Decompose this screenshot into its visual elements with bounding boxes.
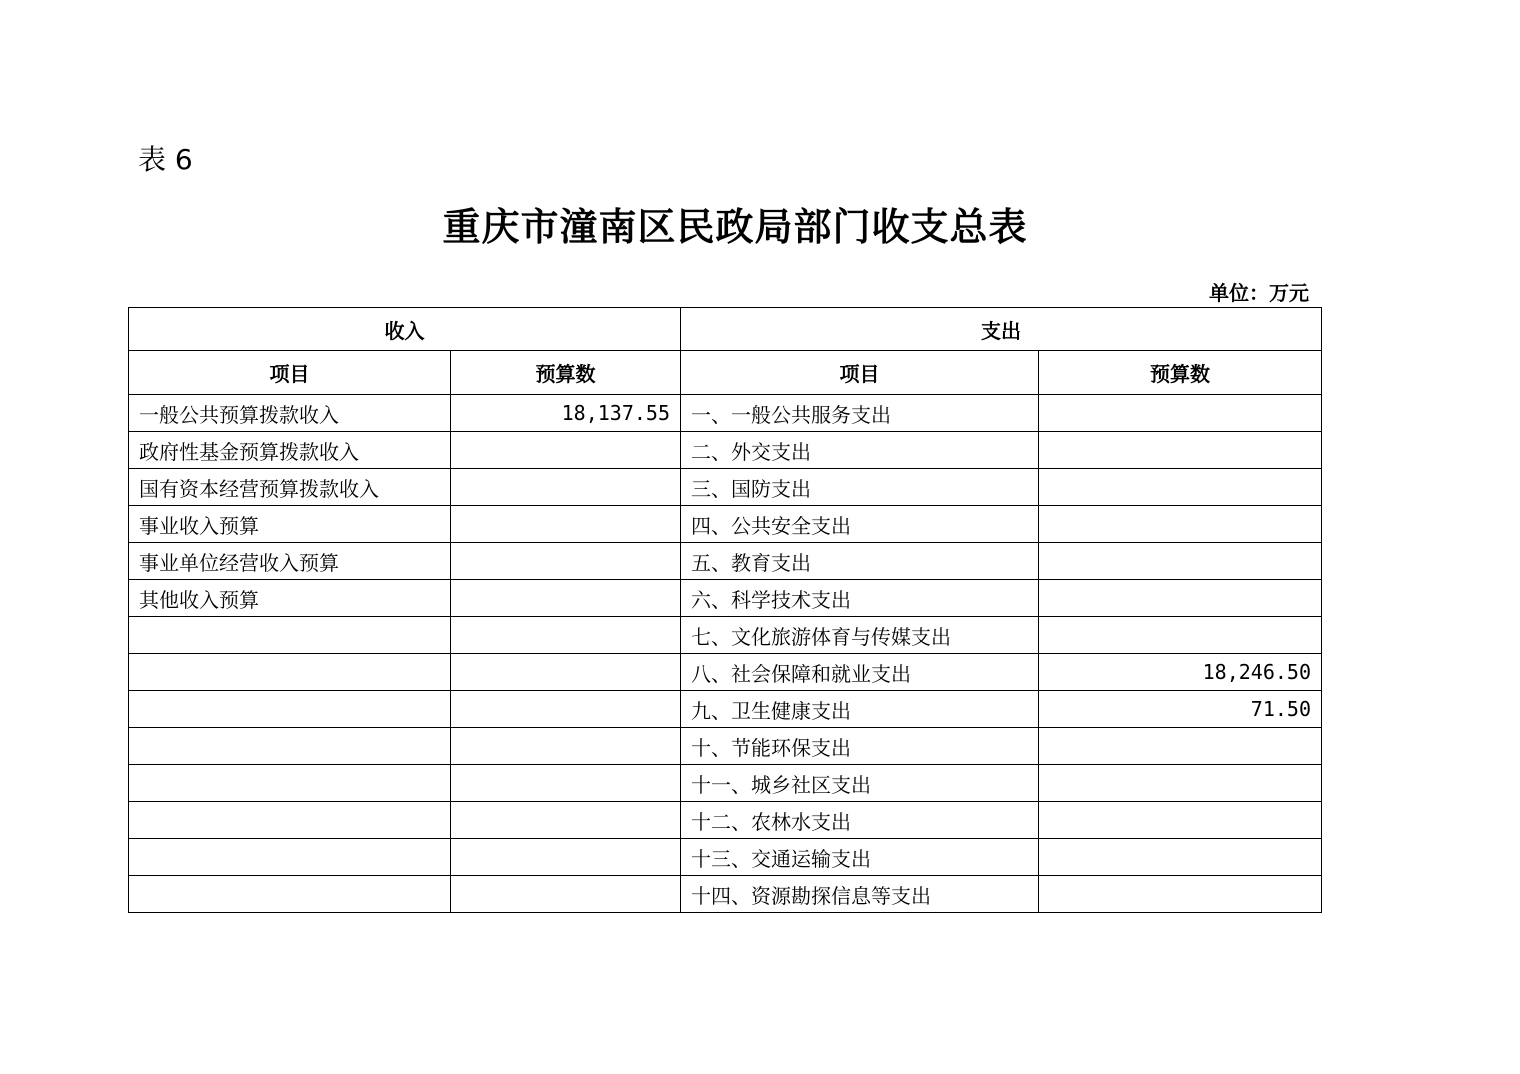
income-amount-cell [451, 617, 681, 654]
group-header-row [129, 308, 1322, 351]
table-row [129, 617, 1322, 654]
table-row [129, 395, 1322, 432]
table-row [129, 506, 1322, 543]
income-amount-cell [451, 802, 681, 839]
income-item-cell [129, 839, 451, 876]
expense-amount-cell [1039, 617, 1322, 654]
income-amount-cell [451, 728, 681, 765]
table-row [129, 728, 1322, 765]
income-item-cell: 事业收入预算 [129, 506, 451, 543]
table-row [129, 469, 1322, 506]
income-amount-cell [451, 765, 681, 802]
income-item-header: 项目 [129, 351, 451, 395]
income-item-cell: 政府性基金预算拨款收入 [129, 432, 451, 469]
expense-amount-cell [1039, 728, 1322, 765]
budget-table [128, 307, 1322, 913]
income-amount-cell: 18,137.55 [451, 395, 681, 432]
income-amount-header: 预算数 [451, 351, 681, 395]
expense-amount-cell [1039, 876, 1322, 913]
income-item-cell [129, 765, 451, 802]
expense-amount-cell [1039, 395, 1322, 432]
expense-item-cell: 八、社会保障和就业支出 [681, 654, 1039, 691]
expense-item-cell: 七、文化旅游体育与传媒支出 [681, 617, 1039, 654]
income-item-cell [129, 654, 451, 691]
expense-amount-cell: 71.50 [1039, 691, 1322, 728]
expense-amount-cell [1039, 506, 1322, 543]
expense-item-cell: 十、节能环保支出 [681, 728, 1039, 765]
expense-item-cell: 十四、资源勘探信息等支出 [681, 876, 1039, 913]
table-row [129, 543, 1322, 580]
income-amount-cell [451, 691, 681, 728]
expense-item-cell: 四、公共安全支出 [681, 506, 1039, 543]
income-item-cell [129, 876, 451, 913]
table-number: 表 6 [138, 143, 193, 176]
expense-item-cell: 二、外交支出 [681, 432, 1039, 469]
income-amount-cell [451, 839, 681, 876]
table-row [129, 691, 1322, 728]
expense-amount-cell [1039, 469, 1322, 506]
expense-amount-cell [1039, 802, 1322, 839]
table-row [129, 580, 1322, 617]
expense-item-cell: 六、科学技术支出 [681, 580, 1039, 617]
expense-item-cell: 五、教育支出 [681, 543, 1039, 580]
expense-amount-cell [1039, 432, 1322, 469]
column-header-row [129, 351, 1322, 395]
expense-item-cell: 十二、农林水支出 [681, 802, 1039, 839]
income-amount-cell [451, 876, 681, 913]
income-group-header: 收入 [129, 308, 681, 351]
table-row [129, 654, 1322, 691]
income-item-cell: 事业单位经营收入预算 [129, 543, 451, 580]
income-item-cell: 国有资本经营预算拨款收入 [129, 469, 451, 506]
income-item-cell: 一般公共预算拨款收入 [129, 395, 451, 432]
expense-amount-cell: 18,246.50 [1039, 654, 1322, 691]
unit-label: 单位：万元 [1209, 281, 1309, 305]
expense-amount-cell [1039, 580, 1322, 617]
income-amount-cell [451, 580, 681, 617]
table-row [129, 802, 1322, 839]
table-row [129, 876, 1322, 913]
income-amount-cell [451, 432, 681, 469]
income-item-cell [129, 691, 451, 728]
table-row [129, 765, 1322, 802]
expense-amount-cell [1039, 543, 1322, 580]
expense-item-cell: 三、国防支出 [681, 469, 1039, 506]
income-item-cell [129, 728, 451, 765]
table-row [129, 839, 1322, 876]
document-title: 重庆市潼南区民政局部门收支总表 [442, 204, 1028, 249]
income-amount-cell [451, 543, 681, 580]
expense-amount-cell [1039, 839, 1322, 876]
expense-item-cell: 一、一般公共服务支出 [681, 395, 1039, 432]
expense-item-cell: 十三、交通运输支出 [681, 839, 1039, 876]
expense-item-header: 项目 [681, 351, 1039, 395]
expense-amount-header: 预算数 [1039, 351, 1322, 395]
expense-item-cell: 十一、城乡社区支出 [681, 765, 1039, 802]
income-amount-cell [451, 469, 681, 506]
expense-amount-cell [1039, 765, 1322, 802]
expense-item-cell: 九、卫生健康支出 [681, 691, 1039, 728]
income-item-cell [129, 802, 451, 839]
income-item-cell: 其他收入预算 [129, 580, 451, 617]
income-item-cell [129, 617, 451, 654]
table-row [129, 432, 1322, 469]
income-amount-cell [451, 506, 681, 543]
income-amount-cell [451, 654, 681, 691]
expense-group-header: 支出 [681, 308, 1322, 351]
